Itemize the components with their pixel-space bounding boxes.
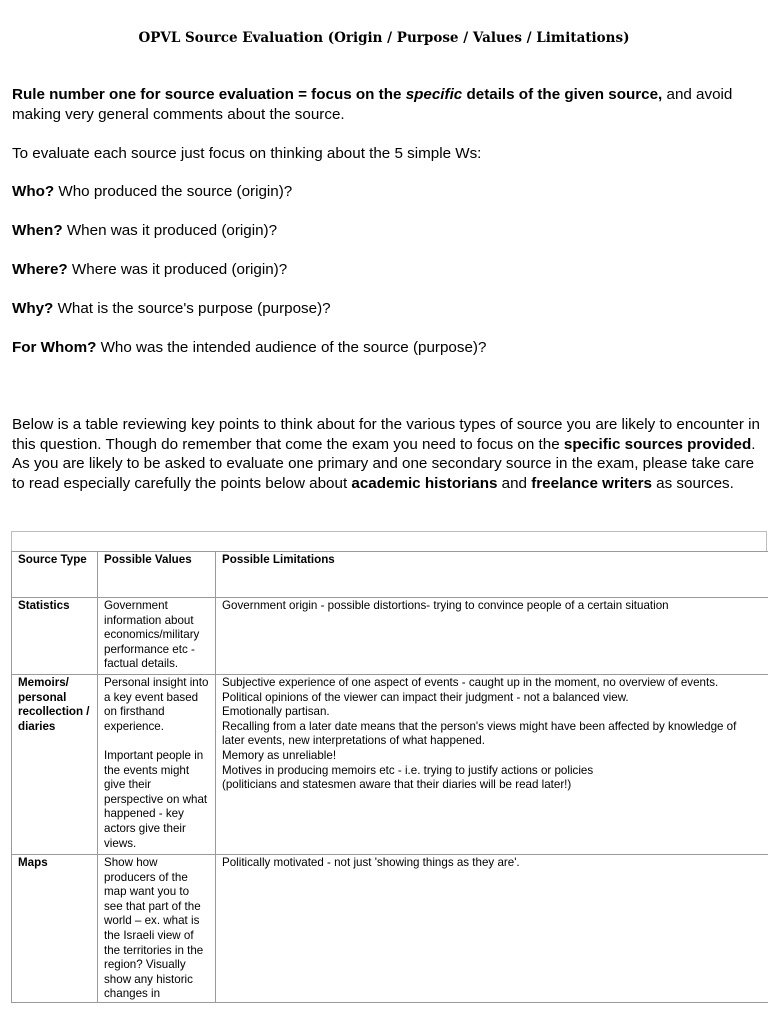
question-text: When was it produced (origin)? [62, 222, 278, 239]
limitation-line: Politically motivated - not just 'showing things as they are'. [222, 855, 520, 869]
table-intro-bold: freelance writers [531, 474, 652, 492]
cell-values [98, 854, 216, 1002]
question-text: Who was the intended audience of the source (purpose)? [96, 339, 487, 356]
question-where [12, 260, 287, 280]
table-intro-paragraph [12, 415, 762, 493]
table-row [12, 598, 768, 675]
limitation-line: Recalling from a later date means that the person's views might have been affected by knowledge of later events, new interpretations of what happened. [222, 719, 737, 748]
cell-source-type: Maps [12, 854, 98, 1002]
question-label: When? [12, 222, 63, 239]
table-intro-bold: academic historians [351, 474, 498, 492]
header-source-type: Source Type [12, 552, 98, 598]
source-table [11, 551, 768, 1003]
cell-limitations [216, 674, 768, 854]
cell-source-type: Statistics [12, 598, 98, 675]
rule-paragraph [12, 85, 762, 124]
table-row [12, 854, 768, 1002]
table-intro-text: Below is a table reviewing key points to think about for the various types of source you are likely to encounter in this question. Though do remember that come the exam you need to focus on the [12, 416, 760, 453]
value-line: Government information about economics/military performance etc - factual details. [104, 599, 200, 671]
table-intro-bold: specific sources provided [563, 435, 752, 453]
value-line: Important people in the events might give their perspective on what happened - key actors give their views. [104, 748, 208, 850]
cell-source-type: Memoirs/ personal recollection / diaries [12, 674, 98, 854]
header-possible-limitations: Possible Limitations [216, 552, 768, 598]
table-intro-text: as sources. [651, 474, 734, 492]
question-text: What is the source's purpose (purpose)? [53, 300, 331, 317]
cell-limitations [216, 598, 768, 675]
cell-values [98, 674, 216, 854]
header-possible-values: Possible Values [98, 552, 216, 598]
limitation-line: Political opinions of the viewer can impact their judgment - not a balanced view. [222, 690, 629, 704]
table-intro-text: and [497, 474, 532, 492]
question-for-whom [12, 338, 486, 358]
rule-bold-a: Rule number one for source evaluation = focus on the [12, 86, 406, 103]
rule-italic: specific [405, 86, 463, 103]
five-ws-paragraph: To evaluate each source just focus on thinking about the 5 simple Ws: [12, 145, 482, 162]
page-title: OPVL Source Evaluation (Origin / Purpose / Values / Limitations) [138, 30, 630, 46]
value-line: Personal insight into a key event based on firsthand experience. [104, 675, 209, 733]
question-why [12, 299, 331, 319]
rule-rest: and avoid making very general comments about the source. [12, 86, 733, 123]
question-label: For Whom? [12, 339, 97, 356]
limitation-line: Memory as unreliable! [222, 748, 337, 762]
question-text: Who produced the source (origin)? [54, 183, 293, 200]
table-header-row [12, 552, 768, 598]
table-intro-text: . As you are likely to be asked to evaluate one primary and one secondary source in the exam, please take care to read especially carefully the points below about [12, 435, 756, 492]
question-who [12, 182, 292, 202]
rule-bold-b: details of the given source, [462, 86, 663, 103]
limitation-line: Emotionally partisan. [222, 705, 330, 719]
question-label: Who? [12, 183, 55, 200]
limitation-line: (politicians and statesmen aware that their diaries will be read later!) [222, 778, 572, 792]
question-when [12, 221, 277, 241]
limitation-line: Subjective experience of one aspect of events - caught up in the moment, no overview of events. [222, 675, 719, 689]
limitation-line: Government origin - possible distortions- trying to convince people of a certain situation [222, 599, 669, 612]
cell-values [98, 598, 216, 675]
question-label: Why? [12, 300, 54, 317]
question-text: Where was it produced (origin)? [67, 261, 288, 278]
value-line: Show how producers of the map want you to see that part of the world – ex. what is the Israeli view of the territories in the region? Visually show any historic changes in [104, 855, 204, 1000]
table-row [12, 674, 768, 854]
question-label: Where? [12, 261, 68, 278]
cell-limitations [216, 854, 768, 1002]
limitation-line: Motives in producing memoirs etc - i.e. trying to justify actions or policies [222, 763, 594, 777]
table-top-border [11, 531, 767, 551]
